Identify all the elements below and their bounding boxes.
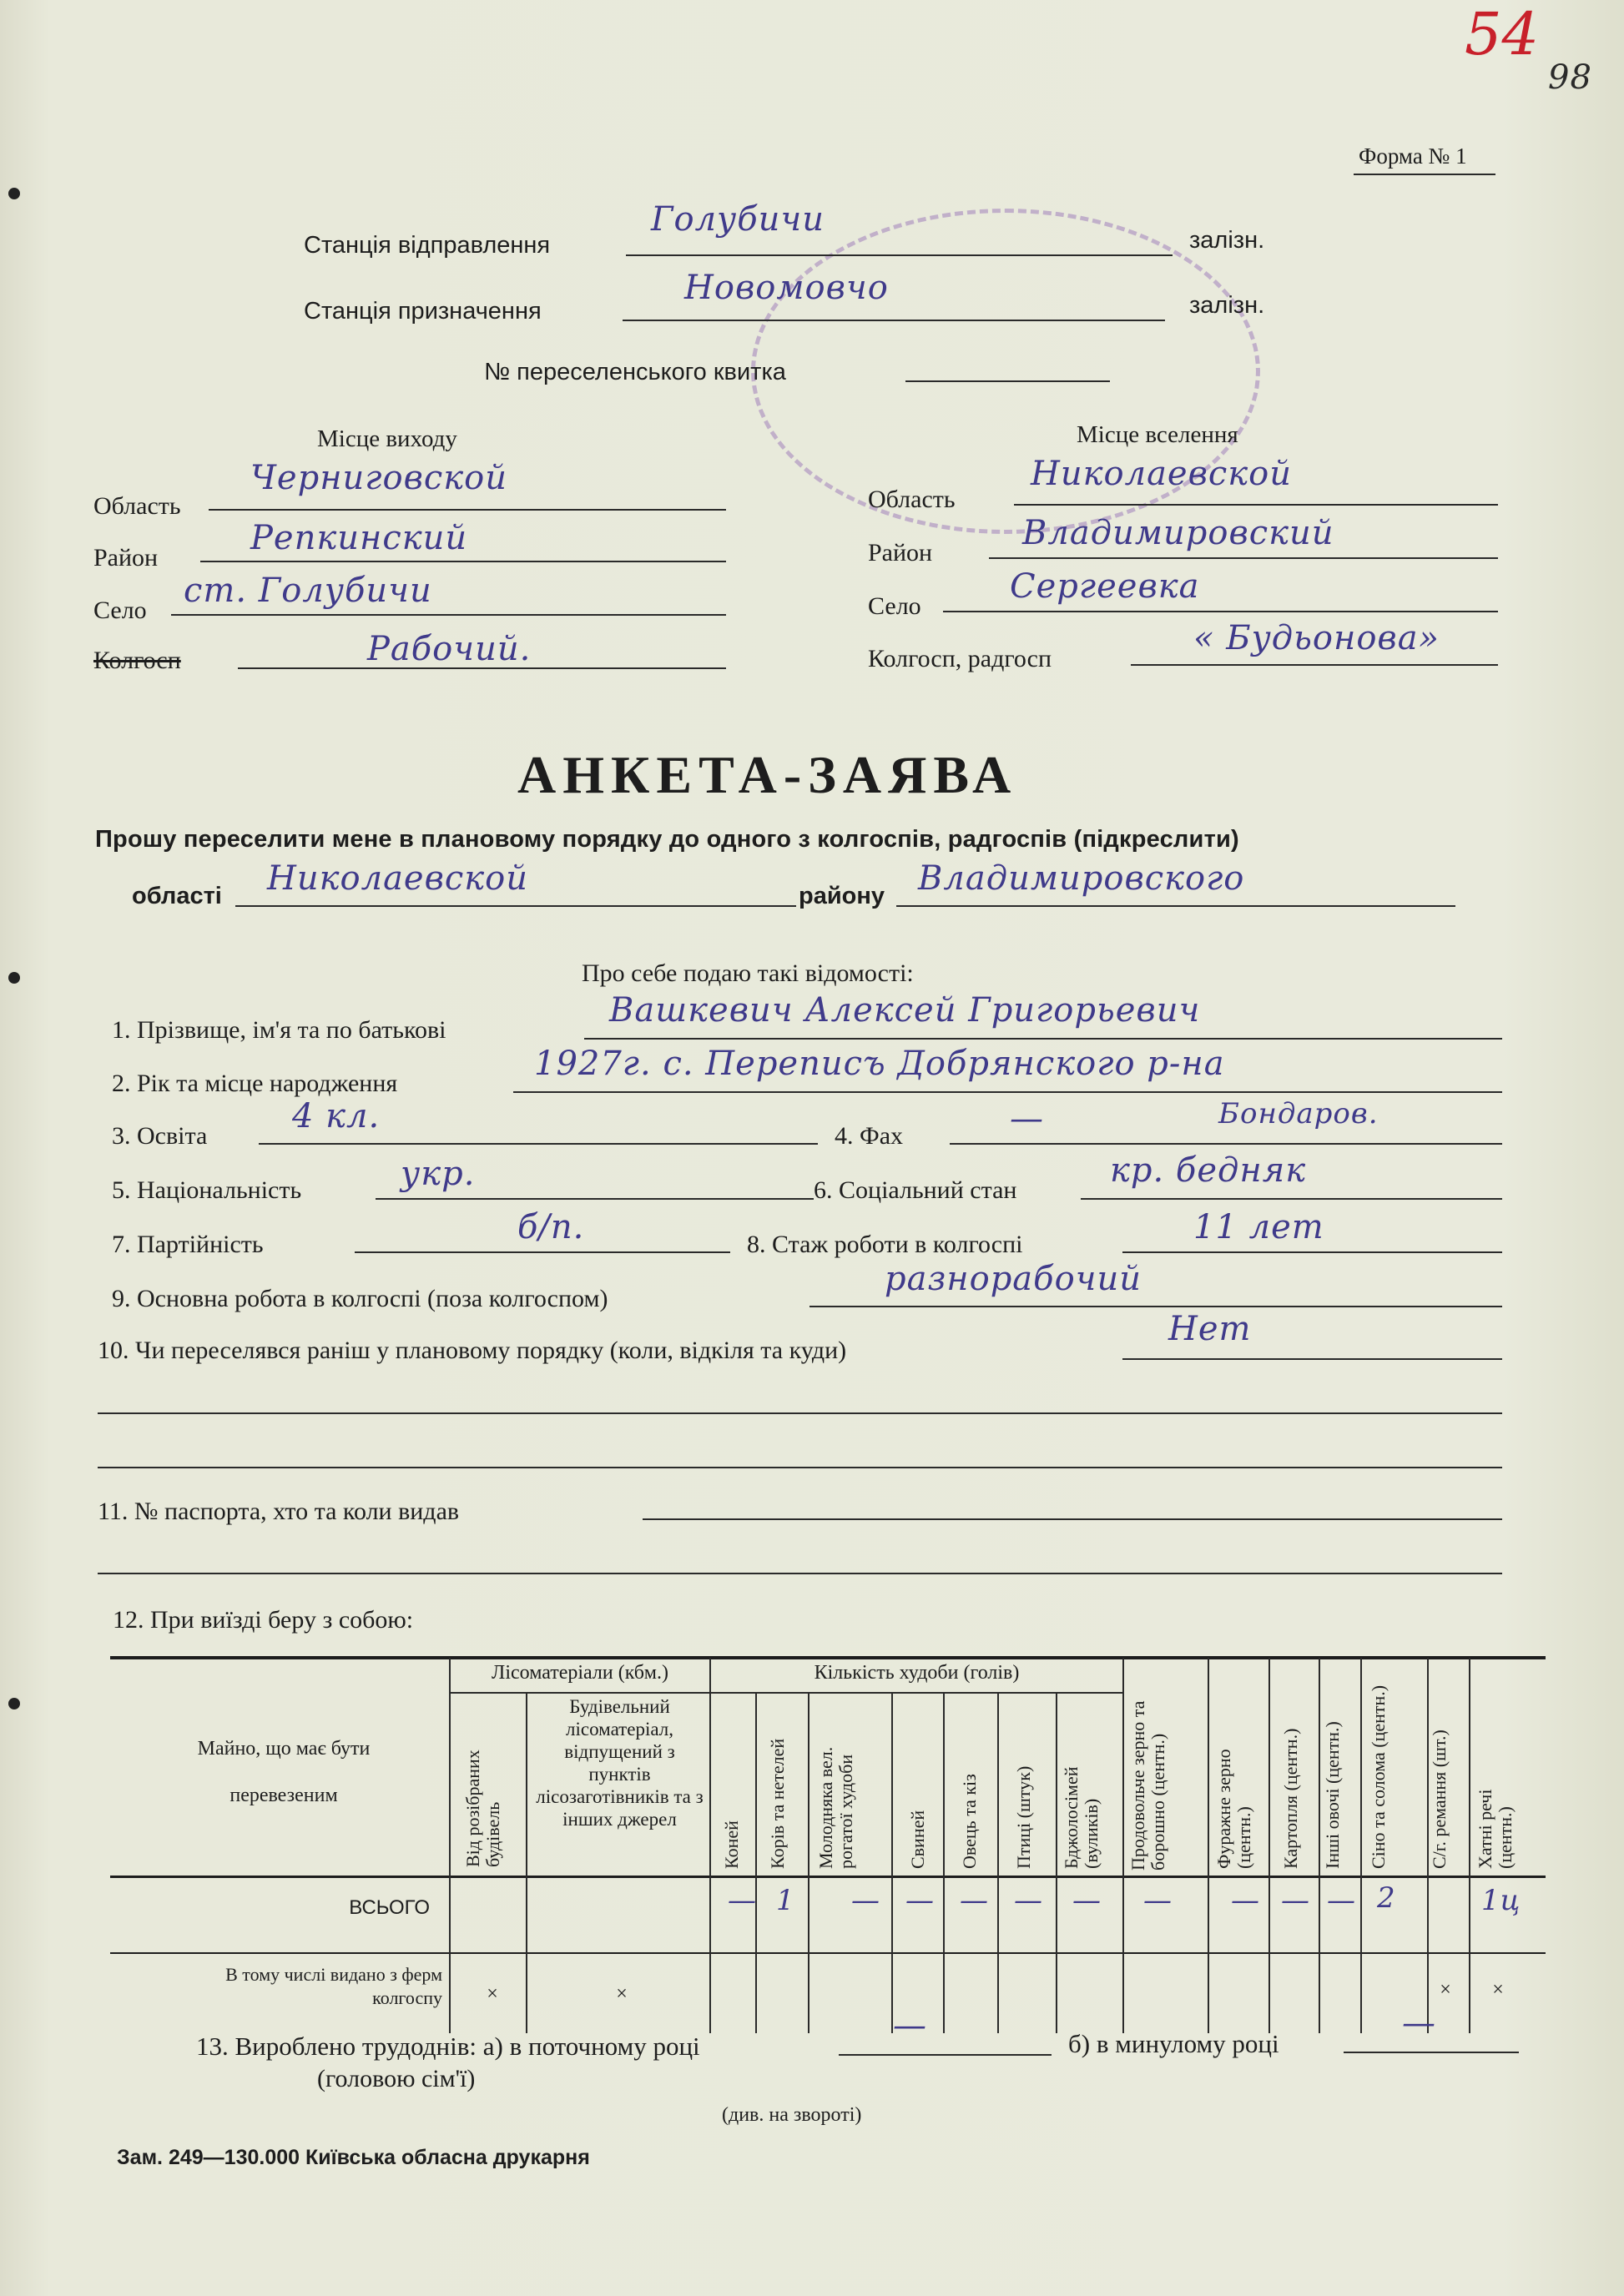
request-raion-line: [896, 905, 1455, 907]
total-birds: —: [1014, 1884, 1043, 1917]
col-pigs-header: Свиней: [907, 1810, 928, 1869]
item-2-value: 1927г. с. Переписъ Добрянского р-на: [534, 1045, 1225, 1083]
printer-footer: Зам. 249—130.000 Київська обласна друкарня: [117, 2146, 590, 2169]
dest-oblast-value: Николаевской: [1031, 455, 1293, 493]
item-8-value: 11 лет: [1193, 1208, 1324, 1246]
item-10-extra-line: [98, 1412, 1502, 1414]
table-col-divider: [526, 1694, 527, 2033]
rail-suffix-2: залізн.: [1189, 292, 1265, 319]
archive-mark: 54: [1465, 0, 1540, 68]
col-bees-header: Бджолосімей (вуликів): [1061, 1766, 1102, 1869]
table-col-divider: [1122, 1658, 1124, 2033]
total-food: —: [1143, 1884, 1173, 1917]
origin-raion-line: [200, 561, 726, 562]
dest-raion-value: Владимировский: [1022, 514, 1334, 552]
item-1-value: Вашкевич Алексей Григорьевич: [609, 991, 1201, 1030]
binder-hole: [8, 972, 20, 984]
total-pigs: —: [905, 1884, 935, 1917]
item-6-label: 6. Соціальний стан: [814, 1176, 1017, 1204]
request-oblast-line: [235, 905, 796, 907]
page-number: 98: [1548, 58, 1592, 97]
farm-mark-household: ×: [1492, 1979, 1504, 2001]
total-household: 1ц: [1481, 1884, 1521, 1917]
col-household-header: Хатні речі (центн.): [1475, 1789, 1516, 1869]
dest-station-line: [623, 320, 1165, 321]
table-col-divider: [943, 1694, 945, 2033]
table-top-rule: [110, 1656, 1546, 1659]
origin-kolgosp-label: Колгосп: [93, 647, 181, 674]
col-sheep-header: Овець та кіз: [959, 1774, 980, 1869]
item-2-line: [513, 1091, 1502, 1093]
ticket-label: № переселенського квитка: [484, 359, 786, 385]
table-col-divider: [1360, 1658, 1362, 2033]
item-5-value: укр.: [401, 1155, 476, 1193]
dest-oblast-label: Область: [868, 486, 956, 513]
item-11-extra-line: [98, 1573, 1502, 1574]
item-11-line: [643, 1518, 1502, 1520]
workdays-label: 13. Вироблено трудоднів: а) в поточному році: [196, 2032, 700, 2061]
table-col-divider: [1268, 1658, 1270, 2033]
dep-station-value: Голубичи: [651, 200, 825, 239]
dest-heading: Місце вселення: [1077, 421, 1238, 448]
origin-selo-value: ст. Голубичи: [184, 571, 432, 610]
origin-heading: Місце виходу: [317, 425, 457, 452]
dest-kolgosp-value: « Будьонова»: [1193, 619, 1440, 657]
see-back-note: (див. на звороті): [722, 2104, 862, 2126]
table-col-divider: [449, 1658, 451, 2033]
total-bees: —: [1072, 1884, 1102, 1917]
total-young: —: [851, 1884, 880, 1917]
workdays-b-label: б) в минулому році: [1068, 2029, 1279, 2058]
col-horses-header: Коней: [721, 1820, 742, 1869]
timber-group-rule: [449, 1692, 709, 1694]
col-potato-header: Картопля (центн.): [1280, 1728, 1301, 1869]
table-col-divider: [997, 1694, 999, 2033]
col-food-header: Продовольче зерно та борошно (центн.): [1127, 1700, 1168, 1871]
item-11-label: 11. № паспорта, хто та коли видав: [98, 1498, 460, 1525]
item-7-line: [355, 1251, 730, 1253]
dest-selo-label: Село: [868, 592, 921, 620]
workdays-a-line: [839, 2054, 1052, 2056]
item-10-label: 10. Чи переселявся раніш у плановому порядку (коли, відкіля та куди): [98, 1337, 847, 1364]
dest-station-value: Новомовчо: [684, 269, 889, 307]
origin-raion-value: Репкинский: [250, 519, 468, 557]
farm-mark-dismantled: ×: [487, 1983, 498, 2005]
form-number: Форма № 1: [1359, 144, 1467, 169]
rail-suffix-1: залізн.: [1189, 227, 1265, 254]
table-col-divider: [1469, 1658, 1470, 2033]
item-6-line: [1081, 1198, 1502, 1200]
item-9-line: [809, 1306, 1502, 1307]
workdays-a-value: —: [893, 2006, 927, 2045]
workdays-b-value: —: [1402, 2004, 1436, 2042]
dest-selo-line: [943, 611, 1498, 612]
origin-raion-label: Район: [93, 544, 159, 571]
request-oblast-value: Николаевской: [267, 859, 529, 898]
dest-raion-line: [989, 557, 1498, 559]
request-oblast-label: області: [132, 883, 222, 909]
origin-oblast-value: Черниговской: [250, 459, 508, 497]
dest-selo-value: Сергеевка: [1010, 567, 1200, 606]
item-5-line: [376, 1198, 814, 1200]
item-5-label: 5. Національність: [112, 1176, 302, 1204]
item-4-label: 4. Фах: [835, 1122, 904, 1150]
request-raion-value: Владимировского: [918, 859, 1245, 898]
item-4-value: —: [1010, 1100, 1044, 1138]
item-8-label: 8. Стаж роботи в колгоспі: [747, 1231, 1023, 1258]
item-3-value: 4 кл.: [292, 1097, 381, 1135]
dest-raion-label: Район: [868, 539, 933, 566]
item-10-line: [1122, 1358, 1502, 1360]
item-8-line: [1122, 1251, 1502, 1253]
origin-selo-line: [171, 614, 726, 616]
timber-group-header: Лісоматеріали (кбм.): [492, 1662, 668, 1684]
item-7-label: 7. Партійність: [112, 1231, 264, 1258]
table-col-divider: [1208, 1658, 1209, 2033]
binder-hole: [8, 1698, 20, 1709]
item-9-value: разнорабочий: [885, 1260, 1142, 1298]
workdays-sub: (головою сім'ї): [317, 2065, 476, 2092]
total-cows: 1: [776, 1884, 795, 1917]
item-3-label: 3. Освіта: [112, 1122, 208, 1150]
dep-station-line: [626, 254, 1173, 256]
item-7-value: б/п.: [517, 1208, 585, 1246]
workdays-b-line: [1344, 2052, 1519, 2053]
total-forage: —: [1231, 1884, 1260, 1917]
table-row-rule: [110, 1952, 1546, 1954]
total-horses: —: [728, 1884, 757, 1917]
col-dismantled-header: Від розібраних будівель: [462, 1750, 503, 1867]
binder-hole: [8, 188, 20, 199]
dest-kolgosp-label: Колгосп, радгосп: [868, 645, 1052, 672]
total-sheep: —: [960, 1884, 989, 1917]
col-inventory-header: С/г. ремання (шт.): [1429, 1730, 1450, 1869]
form-number-underline: [1354, 174, 1495, 175]
col-property-header: Майно, що має бути перевезеним: [197, 1738, 371, 1806]
origin-oblast-line: [209, 509, 726, 511]
farm-mark-building: ×: [616, 1983, 628, 2005]
table-header-rule: [110, 1876, 1546, 1878]
origin-kolgosp-value: Рабочий.: [367, 630, 532, 668]
item-3-line: [259, 1143, 818, 1145]
item-9-label: 9. Основна робота в колгоспі (поза колгоспом): [112, 1285, 608, 1312]
item-12-label: 12. При виїзді беру з собою:: [113, 1606, 414, 1634]
item-2-label: 2. Рік та місце народження: [112, 1070, 398, 1097]
col-cows-header: Корів та нетелей: [767, 1738, 788, 1869]
dest-kolgosp-line: [1131, 664, 1498, 666]
col-birds-header: Птиці (штук): [1013, 1765, 1034, 1869]
col-building-header: Будівельний лісоматеріал, відпущений з пунктів лісозаготівників та з інших джерел: [536, 1696, 704, 1830]
request-raion-label: району: [799, 883, 885, 909]
item-4-value-extra: Бондаров.: [1218, 1097, 1379, 1130]
table-col-divider: [1056, 1694, 1057, 2033]
item-1-line: [584, 1038, 1502, 1040]
total-potato: —: [1281, 1884, 1310, 1917]
origin-selo-label: Село: [93, 597, 147, 624]
item-10-value: Нет: [1168, 1310, 1252, 1348]
ticket-line: [905, 380, 1110, 382]
col-veg-header: Інші овочі (центн.): [1322, 1721, 1343, 1869]
table-col-divider: [1319, 1658, 1320, 2033]
livestock-group-rule: [709, 1692, 1122, 1694]
row-farm-label: В тому числі видано з ферм колгоспу: [225, 1964, 442, 2008]
dep-station-label: Станція відправлення: [304, 232, 551, 259]
total-hay: 2: [1377, 1881, 1396, 1915]
origin-oblast-label: Область: [93, 492, 181, 520]
dest-station-label: Станція призначення: [304, 298, 542, 325]
livestock-group-header: Кількість худоби (голів): [814, 1662, 1020, 1684]
request-line-1: Прошу переселити мене в плановому порядку до одного з колгоспів, радгоспів (підкреслити): [95, 826, 1239, 853]
item-6-value: кр. бедняк: [1110, 1151, 1307, 1190]
total-veg: —: [1327, 1884, 1356, 1917]
table-col-divider: [755, 1694, 757, 2033]
table-col-divider: [891, 1694, 893, 2033]
farm-mark-inventory: ×: [1440, 1979, 1451, 2001]
row-total-label: ВСЬОГО: [349, 1896, 430, 1919]
col-forage-header: Фуражне зерно (центн.): [1213, 1749, 1254, 1869]
intro-line: Про себе подаю такі відомості:: [582, 959, 914, 987]
item-4-line: [950, 1143, 1502, 1145]
col-hay-header: Сіно та солома (центн.): [1368, 1684, 1389, 1869]
page-title: АНКЕТА-ЗАЯВА: [517, 745, 1018, 804]
dest-oblast-line: [1014, 504, 1498, 506]
item-1-label: 1. Прізвище, ім'я та по батькові: [112, 1016, 446, 1044]
table-col-divider: [709, 1658, 711, 2033]
col-young-header: Молодняка вел. рогатої худоби: [815, 1746, 856, 1869]
item-10-extra-line: [98, 1467, 1502, 1468]
